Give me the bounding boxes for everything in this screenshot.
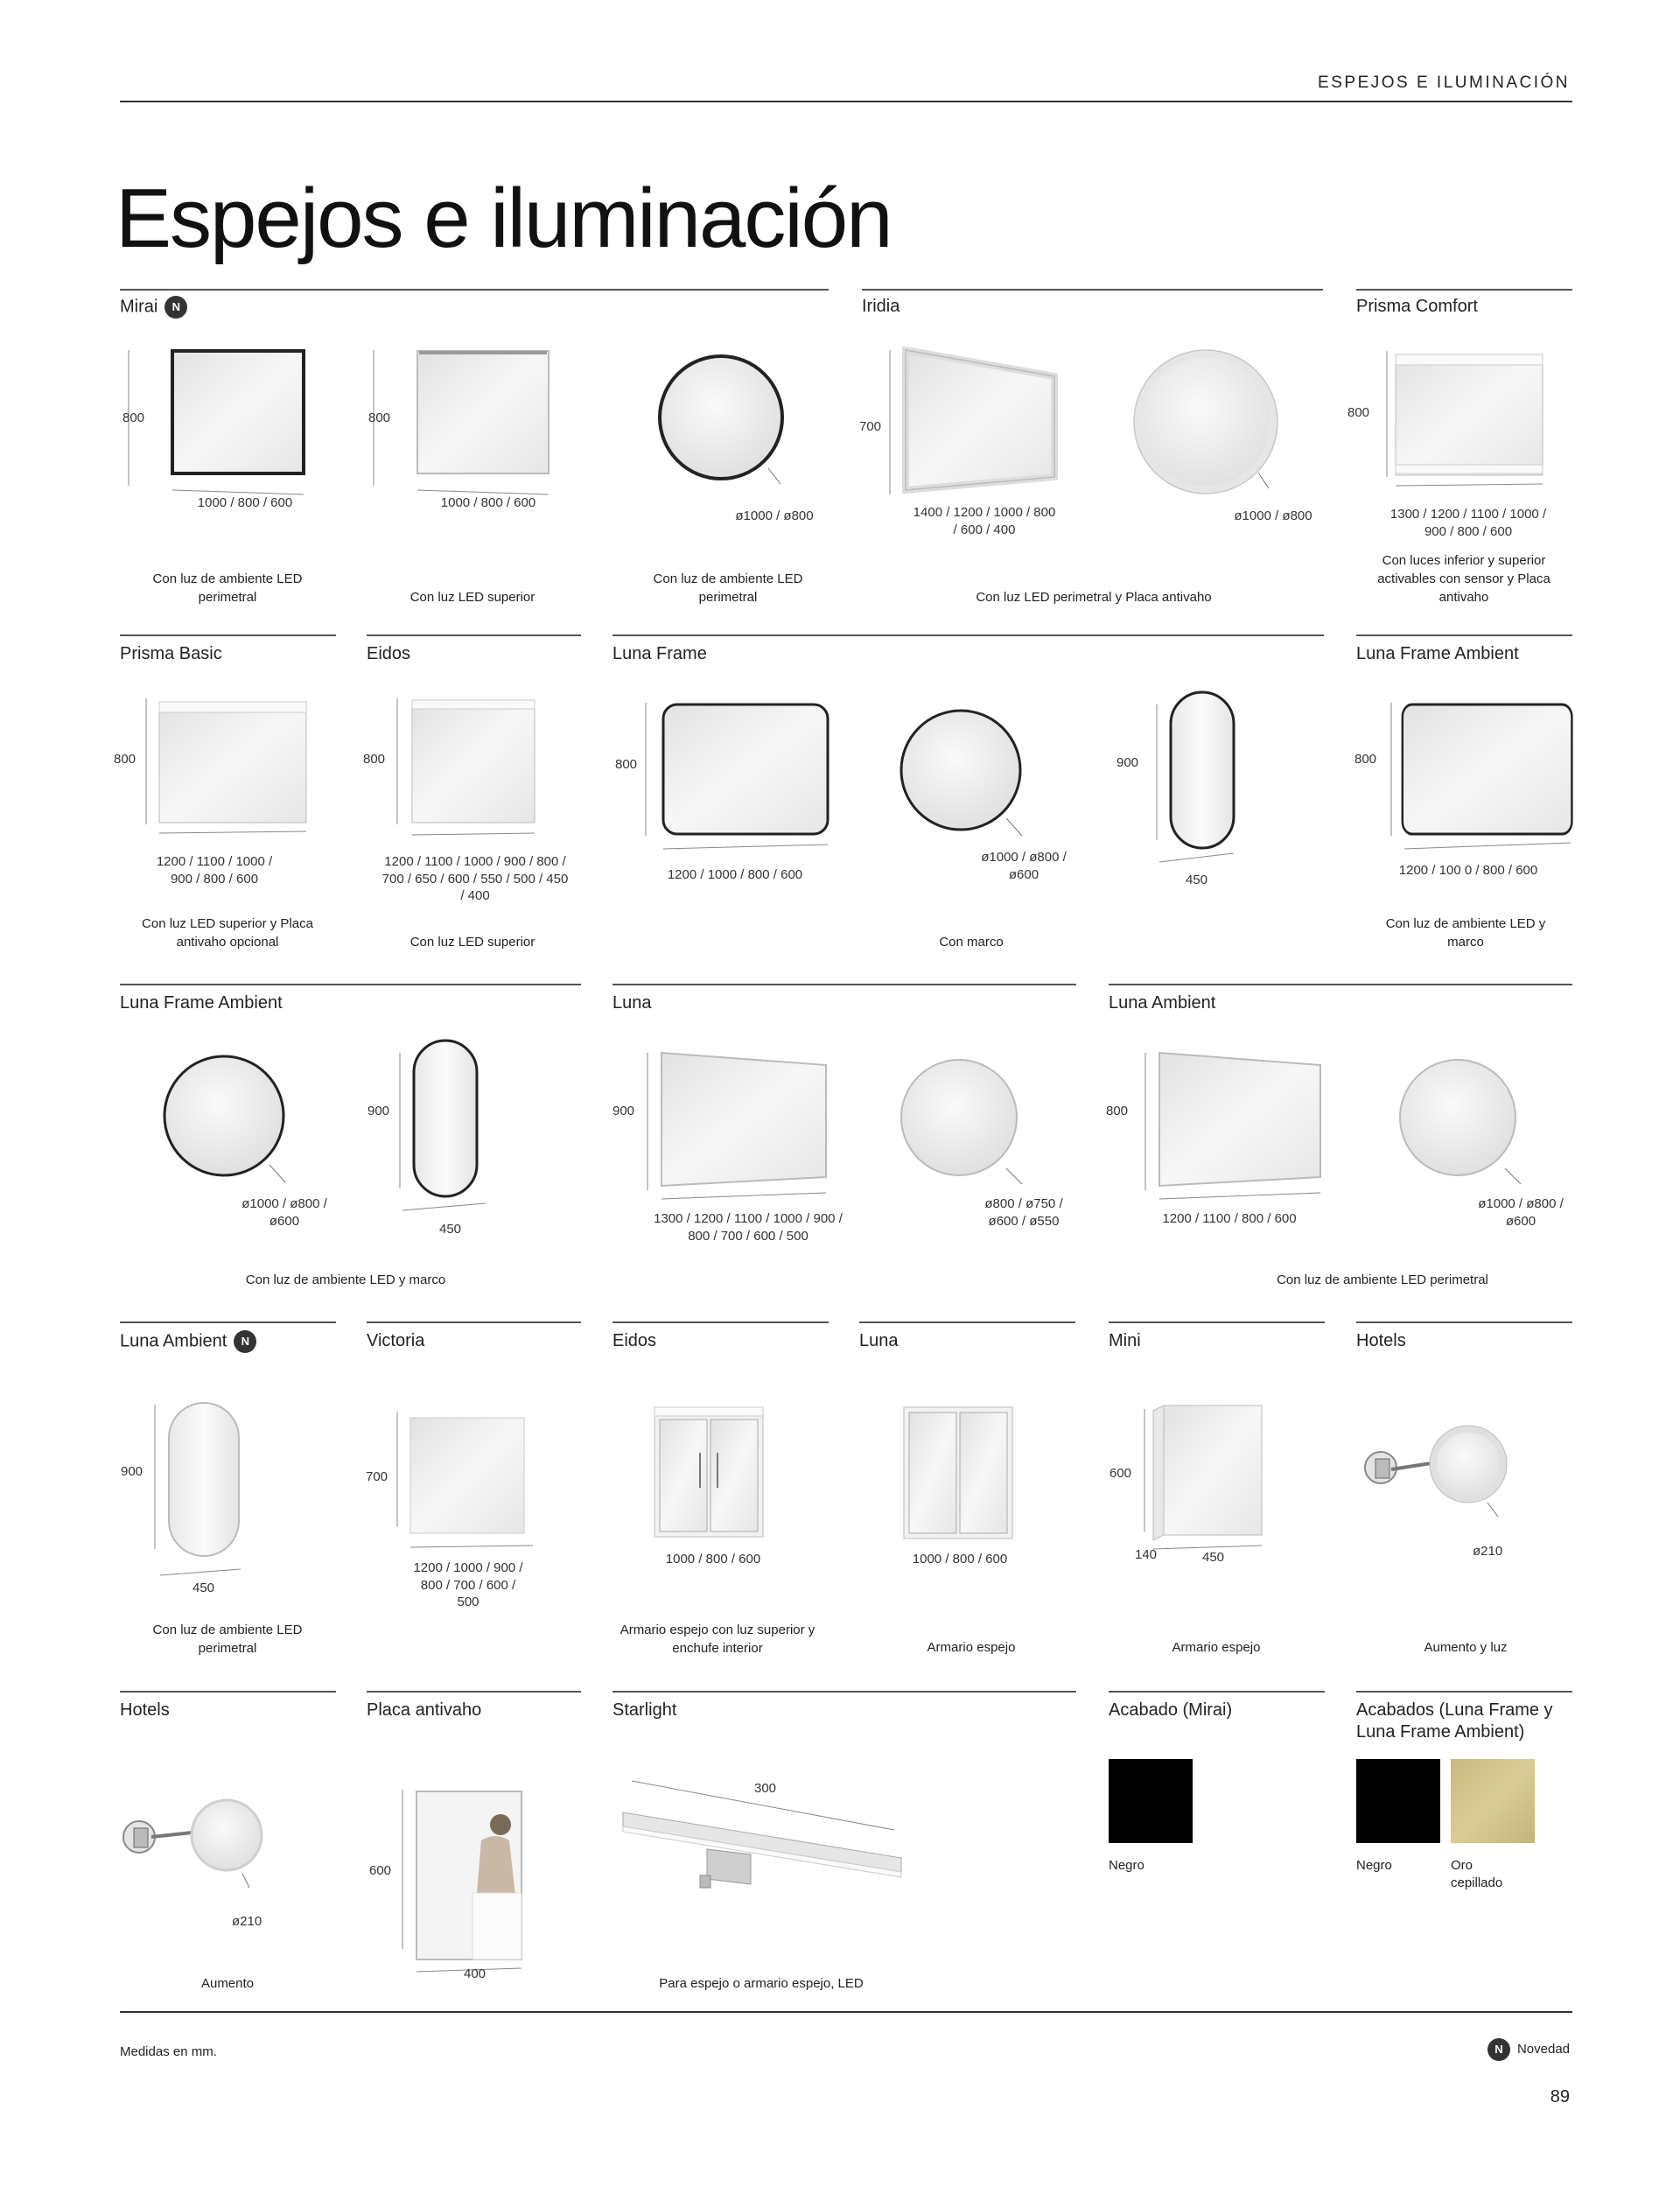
- caption: Para espejo o armario espejo, LED: [659, 1976, 864, 1991]
- novedad-badge: N: [234, 1330, 256, 1353]
- section-rule: [612, 984, 1076, 985]
- product-image-hotels-light: [1356, 1422, 1531, 1553]
- section-title-luna-frame-ambient: Luna Frame Ambient: [1356, 644, 1519, 663]
- caption: Con luz de ambiente LED perimetral: [653, 571, 803, 605]
- product-image-luna-frame-rect: [612, 696, 840, 871]
- product-image-luna-frame-ambient-rect: [1356, 696, 1575, 871]
- section-title-starlight: Starlight: [612, 1700, 677, 1720]
- section-rule: [612, 634, 1324, 636]
- dim-height: 800: [114, 752, 136, 767]
- section-title-hotels: Hotels: [120, 1700, 170, 1720]
- section-title-eidos: Eidos: [367, 644, 411, 663]
- dim-width: 400: [464, 1966, 486, 1981]
- caption: Con luz LED perimetral y Placa antivaho: [976, 590, 1212, 605]
- dim-height: 800: [368, 410, 391, 425]
- dim-width: 450: [1186, 873, 1208, 887]
- section-title-eidos: Eidos: [612, 1331, 657, 1350]
- caption: Con luz de ambiente LED perimetral: [152, 571, 303, 605]
- dim-height: 800: [615, 757, 638, 772]
- caption: Aumento y luz: [1424, 1640, 1508, 1655]
- section-title-iridia: Iridia: [862, 297, 900, 316]
- section-title-luna: Luna: [612, 993, 652, 1013]
- page-number: 89: [1550, 2087, 1570, 2106]
- swatch-label: Negro: [1109, 1858, 1144, 1873]
- caption: Con luz de ambiente LED y marco: [245, 1272, 446, 1287]
- product-image-luna-frame-round: [892, 696, 1068, 871]
- section-title-hotels: Hotels: [1356, 1331, 1406, 1350]
- novedad-badge: N: [164, 296, 187, 319]
- product-image-prisma-basic: [120, 693, 330, 859]
- product-image-luna-rect: [612, 1046, 840, 1221]
- product-image-luna-ambient-rect: [1109, 1046, 1336, 1221]
- section-rule: [367, 1691, 581, 1693]
- caption: Armario espejo: [927, 1640, 1016, 1655]
- dim-width: 1200 / 1000 / 900 / 800 / 700 / 600 / 500: [413, 1560, 523, 1609]
- product-image-luna-frame-ambient-oval: [385, 1035, 490, 1219]
- dim-width: 1300 / 1200 / 1100 / 1000 / 900 / 800 / 600: [1390, 507, 1547, 539]
- dim-diameter: ø1000 / ø800 / ø600: [981, 850, 1067, 882]
- section-rule: [612, 1321, 829, 1323]
- dim-width: 450: [439, 1222, 462, 1237]
- product-image-luna-ambient-round: [1391, 1046, 1566, 1221]
- section-title-acabado-mirai: Acabado (Mirai): [1109, 1700, 1233, 1720]
- dim-width: 1200 / 1100 / 800 / 600: [1162, 1211, 1297, 1226]
- caption: Con luz de ambiente LED y marco: [1385, 916, 1546, 950]
- dim-width: 1200 / 1000 / 800 / 600: [667, 867, 803, 882]
- product-image-luna-frame-oval: [1142, 687, 1247, 871]
- dim-height: 600: [369, 1863, 392, 1878]
- dim-height: 700: [859, 419, 882, 434]
- dim-depth: 140: [1135, 1547, 1158, 1562]
- dim-height: 600: [1110, 1466, 1132, 1481]
- dim-height: 900: [121, 1464, 144, 1479]
- dim-width: 1200 / 1100 / 1000 / 900 / 800 / 700 / 650 / 600 / 550 / 500 / 450 / 400: [382, 854, 569, 903]
- section-title-luna: Luna: [859, 1331, 899, 1350]
- section-rule: [1356, 634, 1572, 636]
- dim-width: 1200 / 1100 / 1000 / 900 / 800 / 600: [156, 854, 273, 887]
- product-image-eidos-mirror: [367, 693, 577, 859]
- product-image-mini-cabinet: [1129, 1400, 1286, 1558]
- swatch-oro-cepillado: [1451, 1759, 1535, 1843]
- section-title-victoria: Victoria: [367, 1331, 425, 1350]
- section-title-luna-ambient: Luna Ambient: [1109, 993, 1216, 1013]
- caption: Con luz de ambiente LED perimetral: [1277, 1272, 1488, 1287]
- dim-diameter: ø1000 / ø800 / ø600: [1478, 1196, 1564, 1229]
- product-image-luna-cabinet: [897, 1400, 1028, 1540]
- section-rule: [1356, 289, 1572, 291]
- product-image-prisma-comfort: [1356, 346, 1566, 512]
- dim-height: 900: [368, 1104, 390, 1118]
- legend-label: Novedad: [1516, 2041, 1570, 2057]
- dim-diameter: ø1000 / ø800: [735, 508, 814, 523]
- dim-height: 900: [612, 1104, 635, 1118]
- product-image-eidos-cabinet: [648, 1400, 779, 1540]
- caption: Armario espejo con luz superior y enchufe interior: [620, 1623, 816, 1656]
- dim-height: 800: [122, 410, 145, 425]
- dim-diameter: ø1000 / ø800: [1234, 508, 1312, 523]
- caption: Con marco: [939, 935, 1004, 950]
- caption: Con luz LED superior y Placa antivaho opcional: [142, 916, 313, 950]
- product-image-iridia-round: [1129, 341, 1304, 525]
- section-title-luna-frame-ambient: Luna Frame Ambient: [120, 993, 283, 1013]
- caption: Armario espejo: [1172, 1640, 1261, 1655]
- dim-width: 1200 / 100 0 / 800 / 600: [1398, 863, 1538, 878]
- section-title-prisma-basic: Prisma Basic: [120, 644, 222, 663]
- dim-height: 800: [1348, 405, 1370, 420]
- footer-note: Medidas en mm.: [120, 2044, 217, 2059]
- dim-width: 450: [1202, 1550, 1225, 1565]
- dim-diameter: ø210: [1473, 1544, 1503, 1559]
- dim-height: 800: [1106, 1104, 1129, 1118]
- section-title-luna-frame: Luna Frame: [612, 644, 707, 663]
- section-title-luna-ambient: Luna Ambient N: [120, 1330, 256, 1353]
- section-rule: [120, 1321, 336, 1323]
- section-rule: [120, 289, 829, 291]
- dim-height: 700: [366, 1469, 388, 1484]
- section-rule: [120, 984, 581, 985]
- dim-height: 800: [1354, 752, 1377, 767]
- section-rule: [367, 634, 581, 636]
- footer-rule: [120, 2011, 1572, 2013]
- section-header-label: ESPEJOS E ILUMINACIÓN: [1318, 74, 1570, 92]
- dim-width: 450: [192, 1581, 215, 1595]
- caption: Con luces inferior y superior activables con sensor y Placa antivaho: [1377, 553, 1550, 605]
- dim-width: 1000 / 800 / 600: [440, 495, 536, 510]
- swatch-negro: [1109, 1759, 1193, 1843]
- section-title-placa-antivaho: Placa antivaho: [367, 1700, 482, 1720]
- dim-height: 900: [1116, 755, 1139, 770]
- product-image-hotels-magnifier: [120, 1790, 295, 1930]
- section-title-mini: Mini: [1109, 1331, 1141, 1350]
- dim-width: 1300 / 1200 / 1100 / 1000 / 900 / 800 / 700 / 600 / 500: [654, 1211, 843, 1244]
- caption: Aumento: [200, 1976, 255, 1991]
- section-title-prisma-comfort: Prisma Comfort: [1356, 297, 1478, 316]
- section-rule: [120, 634, 336, 636]
- section-rule: [1109, 1321, 1325, 1323]
- section-rule: [859, 1321, 1075, 1323]
- section-rule: [367, 1321, 581, 1323]
- caption: Con luz LED superior: [410, 935, 536, 950]
- section-rule: [1109, 984, 1572, 985]
- dim-width: 1400 / 1200 / 1000 / 800 / 600 / 400: [913, 505, 1056, 537]
- dim-diameter: ø1000 / ø800 / ø600: [242, 1196, 327, 1229]
- dim-height: 800: [363, 752, 386, 767]
- product-image-luna-frame-ambient-round: [158, 1046, 332, 1221]
- swatch-negro: [1356, 1759, 1440, 1843]
- product-image-placa-antivaho: [385, 1781, 542, 1982]
- dim-width: 1000 / 800 / 600: [665, 1552, 761, 1567]
- page-title: Espejos e iluminación: [116, 172, 892, 265]
- header-rule: [120, 101, 1572, 102]
- dim-diameter: ø210: [232, 1914, 262, 1929]
- caption: Con luz de ambiente LED perimetral: [152, 1623, 303, 1656]
- section-rule: [612, 1691, 1076, 1693]
- swatch-label: Negro: [1356, 1858, 1392, 1873]
- section-rule: [120, 1691, 336, 1693]
- dim-length: 300: [754, 1781, 777, 1796]
- product-image-mirai-round: [648, 337, 822, 529]
- product-image-victoria: [367, 1409, 577, 1558]
- novedad-legend: [1488, 2038, 1570, 2061]
- dim-diameter: ø800 / ø750 / ø600 / ø550: [984, 1196, 1063, 1229]
- section-rule: [1356, 1321, 1572, 1323]
- caption: Con luz LED superior: [410, 590, 536, 605]
- section-title-mirai: Mirai N: [120, 296, 187, 319]
- dim-width: 1000 / 800 / 600: [912, 1552, 1008, 1567]
- novedad-badge: N: [1488, 2038, 1510, 2061]
- section-rule: [1109, 1691, 1325, 1693]
- section-title-acabados-luna: Acabados (Luna Frame y Luna Frame Ambient): [1356, 1700, 1553, 1742]
- product-image-luna-ambient-oval: [144, 1396, 258, 1597]
- dim-width: 1000 / 800 / 600: [197, 495, 293, 510]
- product-image-luna-round: [892, 1046, 1068, 1221]
- section-rule: [862, 289, 1323, 291]
- section-rule: [1356, 1691, 1572, 1693]
- swatch-label: Oro cepillado: [1451, 1858, 1503, 1891]
